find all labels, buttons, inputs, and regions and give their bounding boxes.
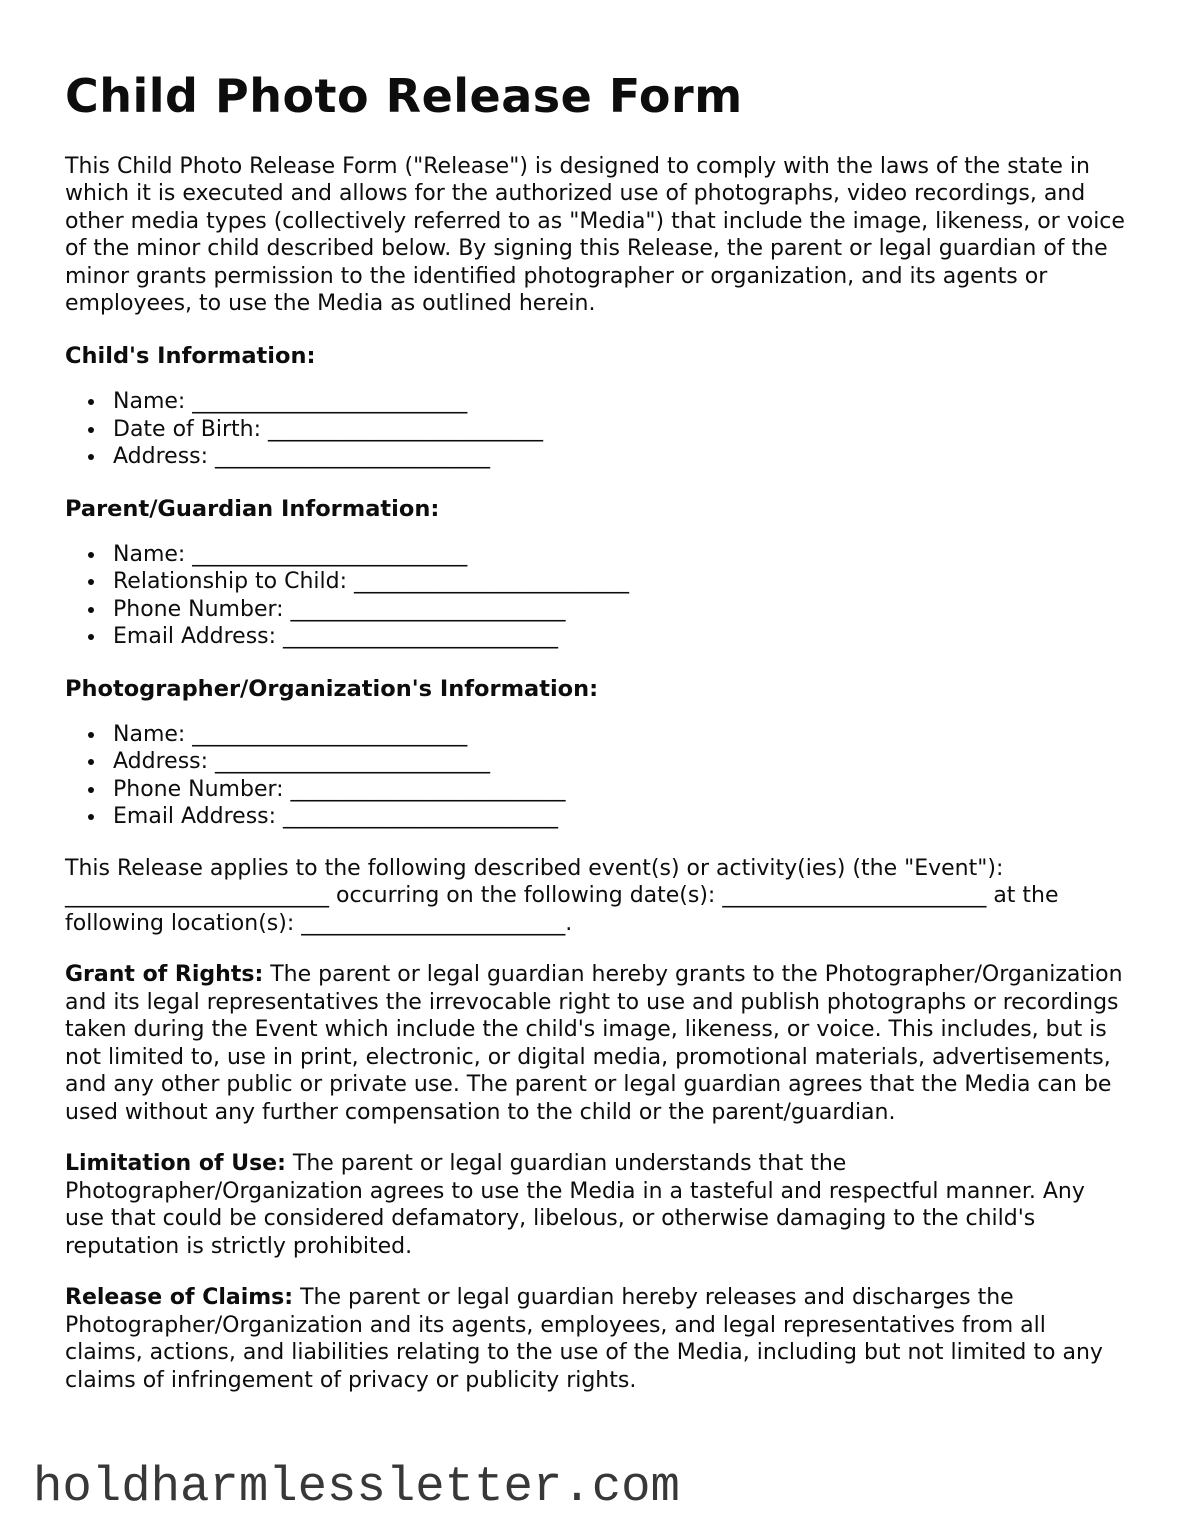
- field-child-name: • Name: _________________________: [107, 388, 1125, 416]
- photographer-organization-heading: Photographer/Organization's Information:: [65, 675, 599, 702]
- child-information-list: [65, 388, 1125, 471]
- parent-guardian-heading: Parent/Guardian Information:: [65, 495, 440, 522]
- field-guardian-name: • Name: _________________________: [107, 541, 1125, 569]
- child-information-heading: Child's Information:: [65, 342, 316, 369]
- field-guardian-phone: • Phone Number: _________________________: [107, 596, 1125, 624]
- field-guardian-relationship: • Relationship to Child: _________________________: [107, 568, 1125, 596]
- limitation-of-use-label: Limitation of Use:: [65, 1151, 286, 1177]
- release-of-claims-clause: [65, 1284, 1125, 1394]
- field-photographer-address: • Address: _________________________: [107, 748, 1125, 776]
- field-photographer-name: • Name: _________________________: [107, 721, 1125, 749]
- limitation-of-use-text: The parent or legal guardian understands that the Photographer/Organization agrees to use the Media in a tasteful and respectful manner. Any use that could be considered defamatory, libelous, or otherwise damaging to the child's reputation is strictly prohibited.: [65, 1151, 1085, 1259]
- field-photographer-phone: • Phone Number: _________________________: [107, 776, 1125, 804]
- photographer-organization-section: [65, 675, 1125, 831]
- field-child-date-of-birth: • Date of Birth: _________________________: [107, 416, 1125, 444]
- grant-of-rights-label: Grant of Rights:: [65, 962, 264, 988]
- release-of-claims-text: The parent or legal guardian hereby releases and discharges the Photographer/Organization and its agents, employees, and legal representatives from all claims, actions, and liabilities relating to the use of the Media, including but not limited to any claims of infringement of privacy or publicity rights.: [65, 1285, 1103, 1393]
- parent-guardian-list: [65, 541, 1125, 651]
- field-guardian-email: • Email Address: _________________________: [107, 623, 1125, 651]
- field-child-address: • Address: _________________________: [107, 443, 1125, 471]
- grant-of-rights-clause: [65, 961, 1125, 1126]
- intro-paragraph: This Child Photo Release Form ("Release") is designed to comply with the laws of the state in which it is executed and allows for the authorized use of photographs, video recordings, and other media types (collectively referred to as "Media") that include the image, likeness, or voice of the minor child described below. By signing this Release, the parent or legal guardian of the minor grants permission to the identified photographer or organization, and its agents or employees, to use the Media as outlined herein.: [65, 153, 1125, 317]
- limitation-of-use-clause: [65, 1150, 1125, 1260]
- document-title: Child Photo Release Form: [65, 69, 743, 123]
- parent-guardian-section: [65, 495, 1125, 651]
- child-information-section: [65, 342, 1125, 471]
- watermark-holdharmlessletter: holdharmlessletter.com: [33, 1459, 680, 1515]
- field-photographer-email: • Email Address: _________________________: [107, 803, 1125, 831]
- event-description-paragraph: This Release applies to the following described event(s) or activity(ies) (the "Event"): ________________________ occurring on the following date(s): ________________________ at the following location(s): ________________________.: [65, 855, 1059, 936]
- grant-of-rights-text: The parent or legal guardian hereby grants to the Photographer/Organization and its legal representatives the irrevocable right to use and publish photographs or recordings taken during the Event which include the child's image, likeness, or voice. This includes, but is not limited to, use in print, electronic, or digital media, promotional materials, advertisements, and any other public or private use. The parent or legal guardian agrees that the Media can be used without any further compensation to the child or the parent/guardian.: [65, 962, 1123, 1125]
- photographer-organization-list: [65, 721, 1125, 831]
- release-of-claims-label: Release of Claims:: [65, 1285, 294, 1311]
